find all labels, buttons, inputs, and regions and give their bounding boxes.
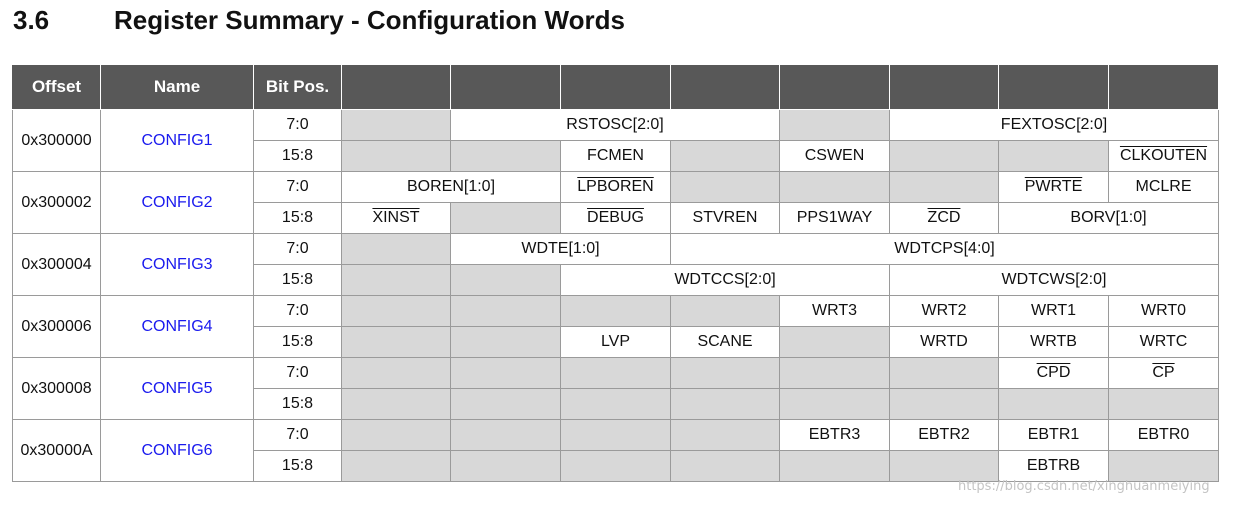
bit-field-cell bbox=[999, 327, 1109, 358]
section-heading bbox=[13, 0, 625, 40]
bit-position: 15:8 bbox=[254, 265, 342, 296]
bit-field-cell bbox=[890, 327, 999, 358]
bit-position: 15:8 bbox=[254, 327, 342, 358]
bit-position: 15:8 bbox=[254, 451, 342, 482]
reserved-bit-cell bbox=[890, 172, 999, 203]
reserved-bit-cell bbox=[342, 420, 451, 451]
bit-field-cell bbox=[561, 265, 890, 296]
reserved-bit-cell bbox=[671, 358, 780, 389]
bit-field-cell bbox=[561, 327, 671, 358]
bit-field-label: RSTOSC[2:0] bbox=[566, 116, 664, 133]
reserved-bit-cell bbox=[561, 389, 671, 420]
bit-position: 7:0 bbox=[254, 172, 342, 203]
reserved-bit-cell bbox=[561, 358, 671, 389]
reserved-bit-cell bbox=[671, 141, 780, 172]
reserved-bit-cell bbox=[342, 234, 451, 265]
register-offset: 0x300002 bbox=[13, 172, 101, 234]
reserved-bit-cell bbox=[342, 110, 451, 141]
bit-field-label: MCLRE bbox=[1135, 178, 1192, 195]
bit-field-cell bbox=[780, 296, 890, 327]
bit-field-label: BOREN[1:0] bbox=[406, 178, 496, 195]
reserved-bit-cell bbox=[780, 327, 890, 358]
bit-field-label: CLKOUTEN bbox=[1119, 147, 1208, 164]
header-bit-1 bbox=[999, 65, 1109, 110]
bit-field-cell bbox=[671, 203, 780, 234]
reserved-bit-cell bbox=[451, 296, 561, 327]
reserved-bit-cell bbox=[890, 141, 999, 172]
bit-field-cell bbox=[780, 420, 890, 451]
reserved-bit-cell bbox=[999, 141, 1109, 172]
reserved-bit-cell bbox=[561, 296, 671, 327]
header-bit-5 bbox=[561, 65, 671, 110]
bit-position: 7:0 bbox=[254, 420, 342, 451]
bit-field-label: BORV[1:0] bbox=[1070, 209, 1147, 226]
bit-field-label: WRTB bbox=[1030, 333, 1077, 350]
bit-position: 15:8 bbox=[254, 203, 342, 234]
reserved-bit-cell bbox=[780, 110, 890, 141]
bit-field-cell bbox=[999, 296, 1109, 327]
header-bit-4 bbox=[671, 65, 780, 110]
register-offset: 0x300004 bbox=[13, 234, 101, 296]
reserved-bit-cell bbox=[780, 451, 890, 482]
bit-field-label: SCANE bbox=[697, 333, 753, 350]
bit-field-label: PWRTE bbox=[1024, 178, 1083, 195]
reserved-bit-cell bbox=[561, 451, 671, 482]
reserved-bit-cell bbox=[451, 420, 561, 451]
bit-field-cell bbox=[561, 141, 671, 172]
bit-field-label: WDTCCS[2:0] bbox=[674, 271, 776, 288]
bit-field-cell bbox=[342, 172, 561, 203]
bit-field-label: LPBOREN bbox=[577, 178, 654, 195]
bit-position: 7:0 bbox=[254, 234, 342, 265]
bit-field-cell bbox=[561, 203, 671, 234]
bit-field-label: WDTCPS[4:0] bbox=[894, 240, 995, 257]
register-offset: 0x300000 bbox=[13, 110, 101, 172]
bit-field-cell bbox=[890, 110, 1219, 141]
register-name-link[interactable]: CONFIG1 bbox=[101, 110, 254, 172]
bit-position: 7:0 bbox=[254, 110, 342, 141]
reserved-bit-cell bbox=[671, 296, 780, 327]
bit-field-label: FEXTOSC[2:0] bbox=[1000, 116, 1108, 133]
reserved-bit-cell bbox=[780, 172, 890, 203]
section-number: 3.6 bbox=[13, 4, 50, 35]
reserved-bit-cell bbox=[342, 451, 451, 482]
watermark: https://blog.csdn.net/xinghuanmeiying bbox=[958, 479, 1210, 494]
bit-field-cell bbox=[780, 203, 890, 234]
header-bit-6 bbox=[451, 65, 561, 110]
reserved-bit-cell bbox=[451, 358, 561, 389]
bit-field-cell bbox=[1109, 420, 1219, 451]
reserved-bit-cell bbox=[780, 358, 890, 389]
bit-field-cell bbox=[780, 141, 890, 172]
reserved-bit-cell bbox=[451, 265, 561, 296]
reserved-bit-cell bbox=[451, 389, 561, 420]
reserved-bit-cell bbox=[671, 420, 780, 451]
bit-field-cell bbox=[342, 203, 451, 234]
table-row bbox=[13, 234, 1219, 265]
bit-field-label: STVREN bbox=[692, 209, 758, 226]
bit-field-label: DEBUG bbox=[587, 209, 644, 226]
bit-field-label: EBTR2 bbox=[918, 426, 970, 443]
bit-field-cell bbox=[1109, 141, 1219, 172]
bit-field-cell bbox=[890, 296, 999, 327]
bit-field-label: EBTR0 bbox=[1137, 426, 1190, 443]
bit-position: 15:8 bbox=[254, 141, 342, 172]
table-header-row bbox=[13, 65, 1219, 110]
bit-field-cell bbox=[451, 110, 780, 141]
bit-field-label: PPS1WAY bbox=[796, 209, 873, 226]
bit-field-cell bbox=[999, 172, 1109, 203]
bit-field-cell bbox=[1109, 172, 1219, 203]
register-name-link[interactable]: CONFIG5 bbox=[101, 358, 254, 420]
reserved-bit-cell bbox=[451, 451, 561, 482]
reserved-bit-cell bbox=[342, 327, 451, 358]
bit-field-label: EBTRB bbox=[1026, 457, 1081, 474]
reserved-bit-cell bbox=[342, 296, 451, 327]
reserved-bit-cell bbox=[890, 389, 999, 420]
bit-field-cell bbox=[671, 234, 1219, 265]
reserved-bit-cell bbox=[671, 451, 780, 482]
header-bit-3 bbox=[780, 65, 890, 110]
reserved-bit-cell bbox=[780, 389, 890, 420]
header-name: Name bbox=[101, 65, 254, 110]
reserved-bit-cell bbox=[561, 420, 671, 451]
reserved-bit-cell bbox=[890, 358, 999, 389]
bit-field-cell bbox=[999, 451, 1109, 482]
reserved-bit-cell bbox=[342, 358, 451, 389]
bit-field-cell bbox=[890, 265, 1219, 296]
bit-field-label: WRTD bbox=[920, 333, 968, 350]
table-row bbox=[13, 296, 1219, 327]
bit-field-label: WRT2 bbox=[921, 302, 967, 319]
reserved-bit-cell bbox=[342, 141, 451, 172]
bit-field-label: EBTR3 bbox=[808, 426, 861, 443]
reserved-bit-cell bbox=[671, 172, 780, 203]
reserved-bit-cell bbox=[451, 203, 561, 234]
bit-field-label: $\overline{CPD}$ bbox=[1036, 364, 1071, 381]
bit-field-cell bbox=[561, 172, 671, 203]
reserved-bit-cell bbox=[342, 389, 451, 420]
header-bit-7 bbox=[342, 65, 451, 110]
reserved-bit-cell bbox=[1109, 389, 1219, 420]
bit-field-cell bbox=[890, 203, 999, 234]
bit-field-label: $\overline{ZCD}$ bbox=[927, 209, 961, 226]
bit-field-cell bbox=[999, 420, 1109, 451]
bit-field-label: XINST bbox=[372, 209, 420, 226]
register-offset: 0x300006 bbox=[13, 296, 101, 358]
bit-position: 7:0 bbox=[254, 358, 342, 389]
bit-field-label: WRT1 bbox=[1030, 302, 1077, 319]
register-name-link[interactable]: CONFIG3 bbox=[101, 234, 254, 296]
bit-field-label: WDTE[1:0] bbox=[521, 240, 600, 257]
bit-position: 7:0 bbox=[254, 296, 342, 327]
bit-field-label: WRTC bbox=[1139, 333, 1188, 350]
header-offset: Offset bbox=[13, 65, 101, 110]
table-row bbox=[13, 110, 1219, 141]
reserved-bit-cell bbox=[890, 451, 999, 482]
bit-field-cell bbox=[890, 420, 999, 451]
register-summary-table bbox=[12, 64, 1219, 482]
bit-field-cell bbox=[1109, 296, 1219, 327]
bit-position: 15:8 bbox=[254, 389, 342, 420]
reserved-bit-cell bbox=[1109, 451, 1219, 482]
reserved-bit-cell bbox=[451, 141, 561, 172]
reserved-bit-cell bbox=[342, 265, 451, 296]
bit-field-label: FCMEN bbox=[587, 147, 644, 164]
bit-field-label: WDTCWS[2:0] bbox=[1001, 271, 1107, 288]
register-name-link[interactable]: CONFIG4 bbox=[101, 296, 254, 358]
table-row bbox=[13, 172, 1219, 203]
register-name-link[interactable]: CONFIG2 bbox=[101, 172, 254, 234]
register-rows bbox=[13, 110, 1219, 482]
register-name-link[interactable]: CONFIG6 bbox=[101, 420, 254, 482]
register-offset: 0x30000A bbox=[13, 420, 101, 482]
bit-field-label: WRT3 bbox=[811, 302, 858, 319]
header-bit-0 bbox=[1109, 65, 1219, 110]
bit-field-label: WRT0 bbox=[1140, 302, 1187, 319]
header-bit-2 bbox=[890, 65, 999, 110]
bit-field-cell bbox=[999, 203, 1219, 234]
reserved-bit-cell bbox=[451, 327, 561, 358]
bit-field-label: EBTR1 bbox=[1027, 426, 1080, 443]
header-bitpos: Bit Pos. bbox=[254, 65, 342, 110]
bit-field-label: CSWEN bbox=[804, 147, 865, 164]
bit-field-label: LVP bbox=[600, 333, 631, 350]
register-offset: 0x300008 bbox=[13, 358, 101, 420]
table-row bbox=[13, 358, 1219, 389]
table-row bbox=[13, 420, 1219, 451]
bit-field-cell bbox=[1109, 327, 1219, 358]
reserved-bit-cell bbox=[999, 389, 1109, 420]
bit-field-cell bbox=[451, 234, 671, 265]
reserved-bit-cell bbox=[671, 389, 780, 420]
section-title: Register Summary - Configuration Words bbox=[114, 4, 625, 35]
bit-field-cell bbox=[671, 327, 780, 358]
bit-field-cell bbox=[999, 358, 1109, 389]
bit-field-label: $\overline{CP}$ bbox=[1152, 364, 1175, 381]
bit-field-cell bbox=[1109, 358, 1219, 389]
